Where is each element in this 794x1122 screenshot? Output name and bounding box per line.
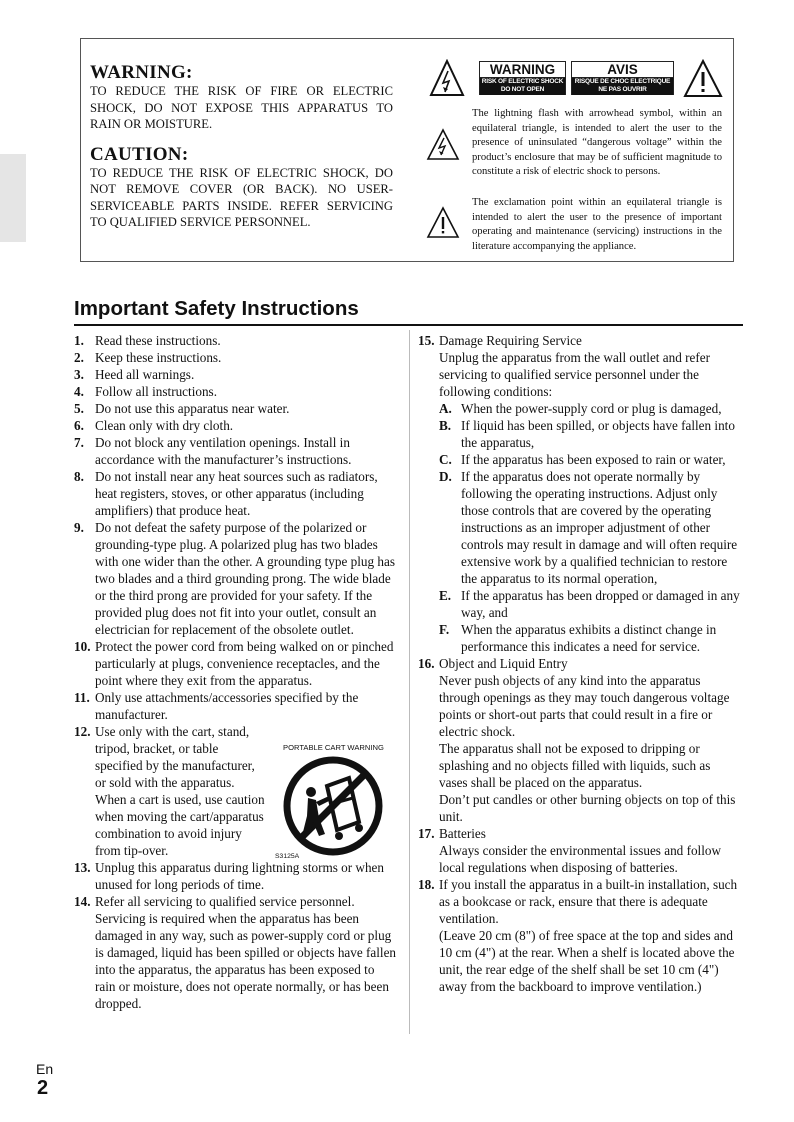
instruction-item	[74, 519, 398, 638]
item-text: Clean only with dry cloth.	[95, 418, 234, 433]
warning-label	[479, 61, 566, 95]
item-text: Protect the power cord from being walked on or pinched particularly at plugs, convenience receptacles, and the point where they exit from the apparatus.	[95, 639, 394, 688]
item-number: 14.	[74, 894, 91, 909]
item-number: 3.	[74, 367, 84, 382]
caution-title: CAUTION:	[90, 143, 189, 165]
item-number: 16.	[418, 656, 435, 671]
condition-text: If the apparatus does not operate normally by following the operating instructions. Adjust only those controls that are covered by the operating instructions as an improper adjustment of other controls may result in damage and will often require extensive work by a qualified technician to restore the apparatus to its normal operation,	[461, 469, 738, 586]
instruction-item	[74, 349, 398, 366]
instruction-item	[74, 417, 398, 434]
item-text: Never push objects of any kind into the apparatus through openings as they may touch dangerous voltage points or short-out parts that could result in a fire or electric shock.	[439, 673, 730, 739]
condition-text: If liquid has been spilled, or objects have fallen into the apparatus,	[461, 418, 735, 450]
instruction-item	[74, 859, 398, 893]
item-number: 13.	[74, 860, 91, 875]
instruction-item	[418, 332, 742, 655]
condition-text: When the apparatus exhibits a distinct change in performance this indicates a need for service.	[461, 622, 717, 654]
condition-text: If the apparatus has been dropped or damaged in any way, and	[461, 588, 740, 620]
item-text: Heed all warnings.	[95, 367, 195, 382]
item-text: Unplug the apparatus from the wall outlet and refer servicing to qualified service personnel under the following conditions:	[439, 350, 710, 399]
condition-text: When the power-supply cord or plug is damaged,	[461, 401, 722, 416]
lightning-triangle-icon	[429, 59, 465, 99]
item-number: 5.	[74, 401, 84, 416]
item-text: Don’t put candles or other burning objects on top of this unit.	[439, 792, 736, 824]
item-text: Do not defeat the safety purpose of the polarized or grounding-type plug. A polarized plug has two blades with one wider than the other. A grounding type plug has two blades and a third grounding prong. The wide blade or the third prong are provided for your safety. If the provided plug does not fit into your outlet, consult an electrician for replacement of the obsolete outlet.	[95, 520, 395, 637]
column-divider	[409, 330, 410, 1034]
item-text: Only use attachments/accessories specified by the manufacturer.	[95, 690, 359, 722]
item-number: 4.	[74, 384, 84, 399]
condition-item	[439, 417, 742, 451]
avis-label-sub-line1: RISQUE DE CHOC ELECTRIQUE	[574, 78, 671, 85]
page-number: 2	[37, 1077, 49, 1099]
item-heading: Damage Requiring Service	[439, 333, 582, 348]
item-text: Unplug this apparatus during lightning storms or when unused for long periods of time.	[95, 860, 384, 892]
item-text: Keep these instructions.	[95, 350, 222, 365]
item-number: 6.	[74, 418, 84, 433]
page-language: En	[36, 1061, 54, 1077]
item-text: (Leave 20 cm (8") of free space at the top and sides and 10 cm (4") at the rear. When a shelf is located above the unit, the rear edge of the shelf shall be set 10 cm (4") away from the backboard to improve ventilation.)	[439, 928, 735, 994]
item-heading: Batteries	[439, 826, 486, 841]
avis-label-title: AVIS	[572, 62, 673, 78]
condition-letter: B.	[439, 418, 452, 433]
item-number: 15.	[418, 333, 435, 348]
item-text: If you install the apparatus in a built-in installation, such as a bookcase or rack, ensure that there is adequate ventilation.	[439, 877, 738, 926]
exclamation-triangle-small-icon	[426, 206, 460, 240]
condition-item	[439, 451, 742, 468]
item-number: 11.	[74, 690, 90, 705]
lightning-symbol-explanation: The lightning flash with arrowhead symbol, within an equilateral triangle, is intended to alert the user to the presence of uninsulated “dangerous voltage” within the product’s enclosure that may be of sufficient magnitude to constitute a risk of electric shock to persons.	[472, 108, 722, 178]
portable-cart-warning-icon	[283, 756, 383, 856]
warning-label-title: WARNING	[480, 62, 565, 78]
item-number: 17.	[418, 826, 435, 841]
condition-letter: A.	[439, 401, 452, 416]
instruction-item	[74, 434, 398, 468]
instruction-item	[74, 400, 398, 417]
item-number: 10.	[74, 639, 91, 654]
condition-list	[439, 400, 742, 655]
instruction-item	[418, 876, 742, 995]
item-number: 18.	[418, 877, 435, 892]
item-text: Read these instructions.	[95, 333, 221, 348]
cart-warning-label: PORTABLE CART WARNING	[283, 743, 384, 752]
instruction-item	[74, 689, 398, 723]
instructions-left-column	[74, 332, 398, 1012]
exclamation-symbol-explanation: The exclamation point within an equilateral triangle is intended to alert the user to the presence of important operating and maintenance (servicing) instructions in the literature accompanying the appliance.	[472, 197, 722, 252]
avis-label-sub-line2: NE PAS OUVRIR	[598, 86, 647, 93]
item-text: Refer all servicing to qualified service personnel. Servicing is required when the apparatus has been damaged in any way, such as power-supply cord or plug is damaged, liquid has been spilled or objects have fallen into the apparatus, the apparatus has been exposed to rain or moisture, does not operate normally, or has been dropped.	[95, 894, 397, 1011]
exclamation-triangle-icon	[683, 59, 723, 99]
condition-letter: E.	[439, 588, 452, 603]
item-text: Use only with the cart, stand, tripod, bracket, or table specified by the manufacturer, or sold with the apparatus. When a cart is used, use caution when moving the cart/apparatus combination to avoid injury from tip-over.	[95, 724, 265, 858]
instruction-item	[74, 332, 398, 349]
condition-letter: C.	[439, 452, 452, 467]
condition-item	[439, 468, 742, 587]
instruction-item	[74, 383, 398, 400]
lightning-triangle-small-icon	[426, 128, 460, 162]
section-rule	[74, 324, 743, 326]
warning-label-sub-line2: DO NOT OPEN	[500, 86, 545, 93]
warning-caution-text	[90, 63, 393, 231]
instruction-item	[74, 366, 398, 383]
instruction-item	[418, 825, 742, 876]
instruction-item	[74, 638, 398, 689]
item-number: 7.	[74, 435, 84, 450]
section-title: Important Safety Instructions	[74, 297, 359, 320]
avis-label-sub	[572, 78, 673, 95]
cart-figure-code: S3125A	[275, 853, 300, 860]
warning-box	[80, 38, 734, 262]
side-tab-marker	[0, 154, 26, 242]
instruction-item	[74, 893, 398, 1012]
instructions-right-column	[418, 332, 742, 995]
item-text: Follow all instructions.	[95, 384, 217, 399]
condition-item	[439, 587, 742, 621]
item-text: Do not block any ventilation openings. Install in accordance with the manufacturer’s instructions.	[95, 435, 352, 467]
item-number: 12.	[74, 724, 91, 739]
item-text: The apparatus shall not be exposed to dripping or splashing and no objects filled with liquids, such as vases shall be placed on the apparatus.	[439, 741, 711, 790]
condition-item	[439, 621, 742, 655]
condition-letter: D.	[439, 469, 452, 484]
item-text: Do not install near any heat sources such as radiators, heat registers, stoves, or other apparatus (including amplifiers) that produce heat.	[95, 469, 378, 518]
item-number: 2.	[74, 350, 84, 365]
item-text: Do not use this apparatus near water.	[95, 401, 290, 416]
avis-label	[571, 61, 674, 95]
instruction-item	[418, 655, 742, 825]
warning-label-sub	[480, 78, 565, 95]
item-number: 8.	[74, 469, 84, 484]
caution-text: TO REDUCE THE RISK OF ELECTRIC SHOCK, DO NOT REMOVE COVER (OR BACK). NO USER-SERVICEABLE PARTS INSIDE. REFER SERVICING TO QUALIFIED SERVICE PERSONNEL.	[90, 165, 393, 229]
warning-text: TO REDUCE THE RISK OF FIRE OR ELECTRIC SHOCK, DO NOT EXPOSE THIS APPARATUS TO RAIN OR MOISTURE.	[90, 84, 393, 131]
item-heading: Object and Liquid Entry	[439, 656, 568, 671]
item-number: 1.	[74, 333, 84, 348]
warning-label-sub-line1: RISK OF ELECTRIC SHOCK	[481, 78, 564, 85]
condition-text: If the apparatus has been exposed to rain or water,	[461, 452, 726, 467]
instruction-item	[74, 468, 398, 519]
condition-letter: F.	[439, 622, 450, 637]
item-text: Always consider the environmental issues and follow local regulations when disposing of batteries.	[439, 843, 722, 875]
warning-title: WARNING:	[90, 62, 193, 83]
condition-item	[439, 400, 742, 417]
item-number: 9.	[74, 520, 84, 535]
